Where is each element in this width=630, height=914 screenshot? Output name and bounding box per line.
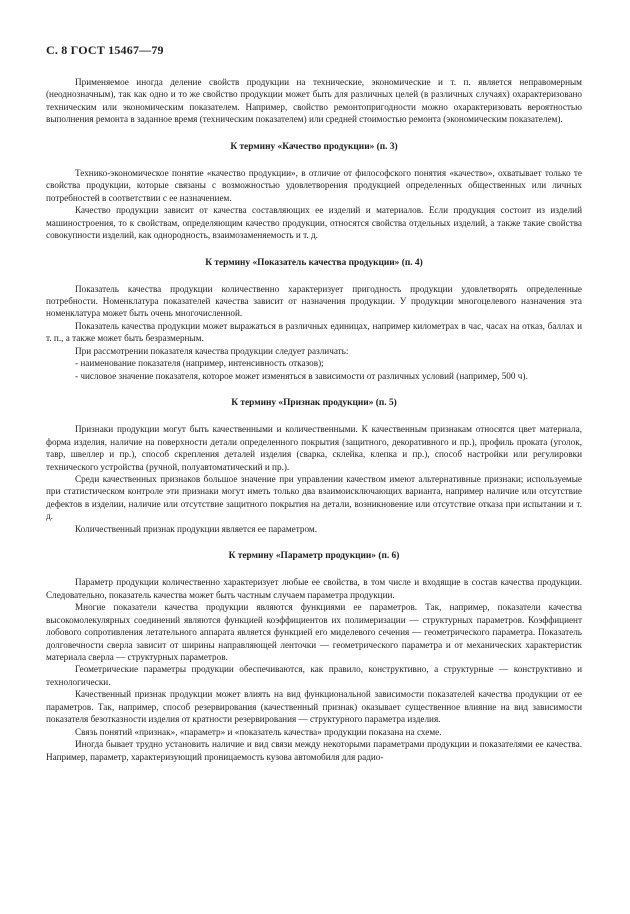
document-body bbox=[46, 76, 582, 763]
paragraph: Иногда бывает трудно установить наличие и вид связи между некоторыми параметрами продукции и показателями ее качества. Например, параметр, характеризующий проницаемость кузова автомобиля для радио- bbox=[46, 739, 582, 762]
paragraph: Количественный признак продукции является ее параметром. bbox=[75, 523, 317, 534]
paragraph: Многие показатели качества продукции являются функциями ее параметров. Так, например, показатели качества высокомолекулярных соединений являются функцией коэффициентов их полимеризации — структурных параметров. Коэффициент лобового сопротивления летательного аппарата является функцией его миделевого сечения — геометрического параметра. Показатель долговечности сверла зависит от ширины направляющей ленточки — геометрического параметра и от механических характеристик материала сверла — структурных параметров. bbox=[46, 602, 582, 662]
paragraph: Геометрические параметры продукции обеспечиваются, как правило, конструктивно, а структурные — конструктивно и технологически. bbox=[46, 664, 582, 687]
list-item: - числовое значение показателя, которое может изменяться в зависимости от различных условий (например, 500 ч). bbox=[75, 370, 528, 381]
paragraph: Технико-экономическое понятие «качество продукции», в отличие от философского понятия «качество», охватывает только те свойства продукции, которые связаны с возможностью удовлетворения продукцией определенных общественных или личных потребностей в соответствии с ее назначением. bbox=[46, 167, 582, 203]
paragraph: Качественный признак продукции может влиять на вид функциональной зависимости показателей качества продукции от ее параметров. Так, например, способ резервирования (качественный признак) оказывает существенное влияние на вид зависимости показателя безотказности изделия от кратности резервирования — структурного параметра изделия. bbox=[46, 689, 582, 725]
paragraph: При рассмотрении показателя качества продукции следует различать: bbox=[75, 345, 349, 356]
paragraph: Показатель качества продукции может выражаться в различных единицах, например километрах в час, часах на отказ, баллах и т. п., а также может быть безразмерным. bbox=[46, 320, 582, 344]
list-item: - наименование показателя (например, интенсивность отказов); bbox=[75, 358, 324, 369]
intro-paragraph: Применяемое иногда деление свойств продукции на технические, экономические и т. п. является неправомерным (неоднозначным), так как одно и то же свойство продукции может быть для различных целей (в различных случаях) охарактеризовано техническим или экономическим показателем. Например, свойство ремонтопригодности можно охарактеризовать вероятностью выполнения ремонта в заданное время (техническим показателем) или средней стоимостью ремонта (экономическим показателем). bbox=[46, 77, 582, 125]
paragraph: Показатель качества продукции количественно характеризует пригодность продукции удовлетворять определенные потребности. Номенклатура показателей качества зависит от назначения продукции. У продукции многоцелевого назначения эта номенклатура может быть очень многочисленной. bbox=[46, 283, 582, 319]
page-header: С. 8 ГОСТ 15467—79 bbox=[46, 43, 164, 57]
section-heading-product-parameter: К термину «Параметр продукции» (п. 6) bbox=[228, 551, 400, 562]
paragraph: Качество продукции зависит от качества составляющих ее изделий и материалов. Если продукция состоит из изделий машиностроения, то к свойствам, определяющим качество продукции, относятся свойства отдельных изделий, а также такие свойства совокупности изделий, как однородность, взаимозаменяемость и т. д. bbox=[46, 205, 582, 241]
paragraph: Связь понятий «признак», «параметр» и «показатель качества» продукции показана на схеме. bbox=[75, 726, 442, 737]
section-heading-quality: К термину «Качество продукции» (п. 3) bbox=[230, 141, 398, 152]
section-heading-product-attribute: К термину «Признак продукции» (п. 5) bbox=[231, 398, 397, 409]
paragraph: Признаки продукции могут быть качественными и количественными. К качественным признакам относятся цвет материала, форма изделия, наличие на поверхности детали определенного покрытия (защитного, декоративного и пр.), профиль проката (уголок, тавр, швеллер и пр.), способ скрепления деталей изделия (сварка, склейка, клепка и пр.), способ настройки или регулировки технического устройства (ручной, полуавтоматический и пр.). bbox=[46, 424, 582, 472]
section-heading-quality-indicator: К термину «Показатель качества продукции» (п. 4) bbox=[205, 257, 423, 268]
paragraph: Среди качественных признаков большое значение при управлении качеством имеют альтернативные признаки; используемые при статистическом контроле эти признаки могут иметь только два взаимоисключающих варианта, например наличие или отсутствие дефектов в изделии, наличие или отсутствие защитного покрытия на детали, возникновение или отсутствие отказа при испытании и т. д. bbox=[46, 473, 582, 522]
paragraph: Параметр продукции количественно характеризует любые ее свойства, в том числе и входящие в состав качества продукции. Следовательно, показатель качества может быть частным случаем параметра продукции. bbox=[46, 577, 582, 600]
